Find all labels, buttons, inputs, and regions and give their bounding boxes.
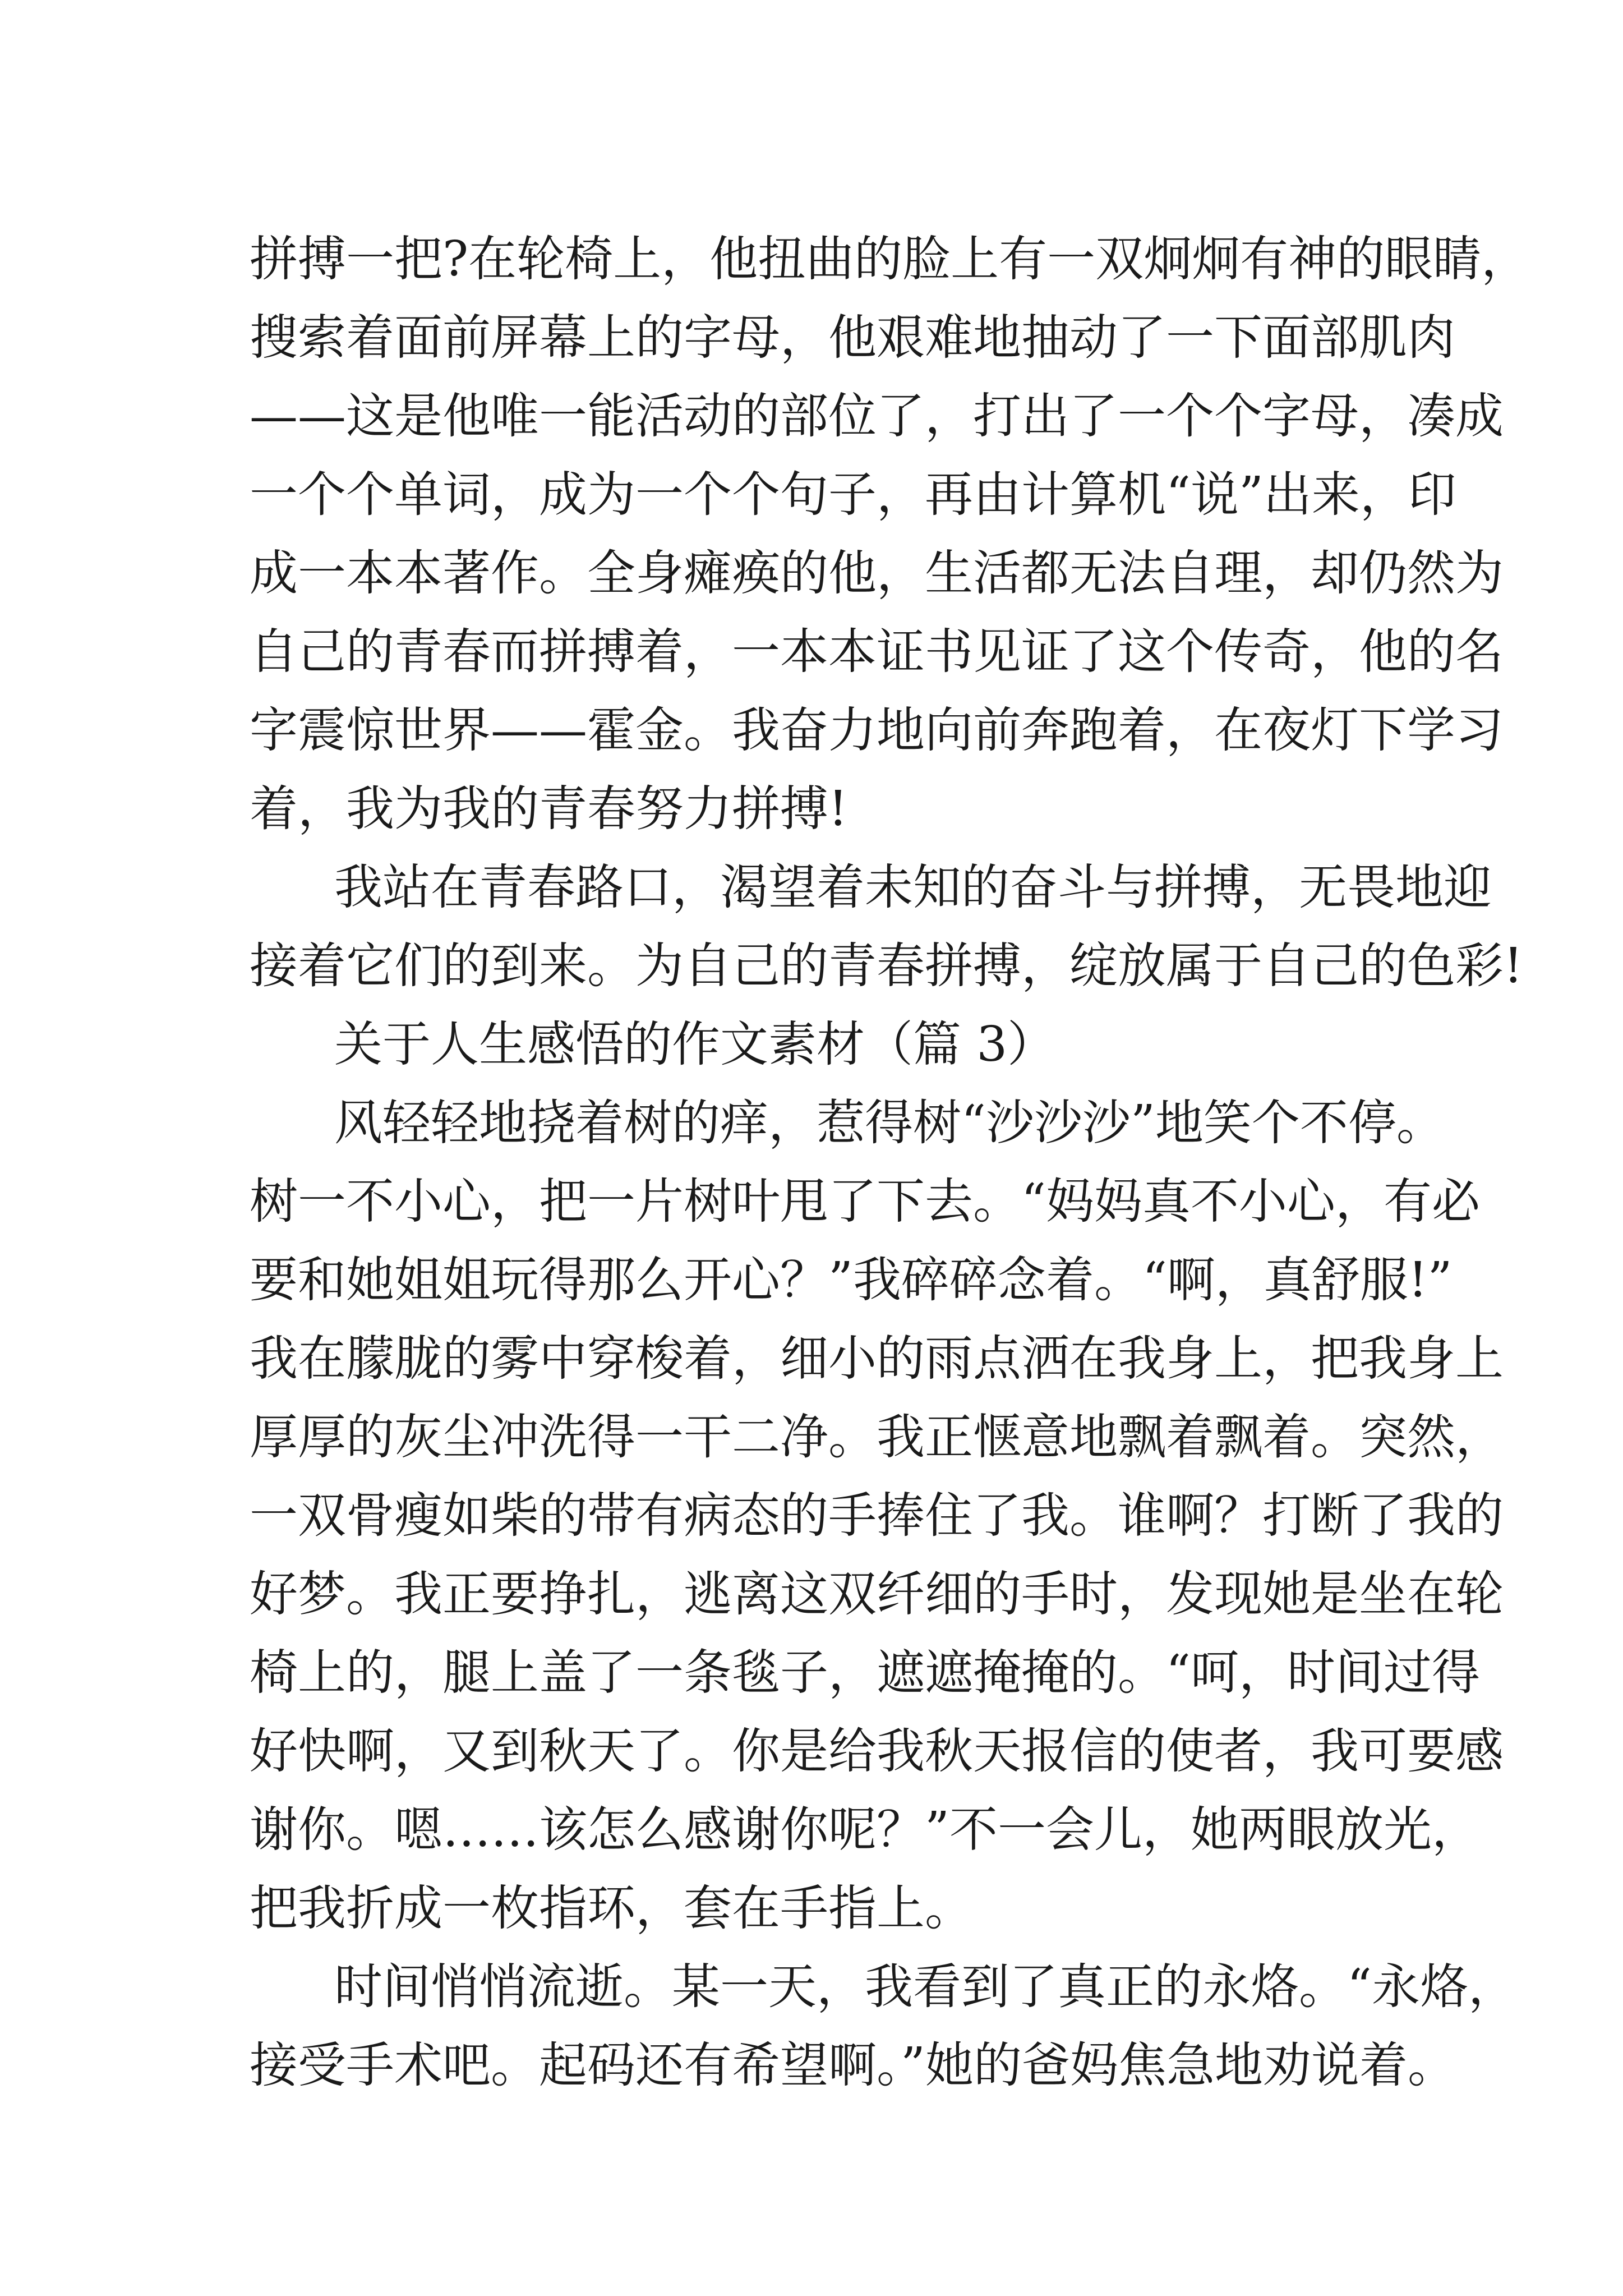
- section-heading: 关于人生感悟的作文素材（篇 3）: [334, 1016, 1056, 1073]
- paragraph-line: 我在朦胧的雾中穿梭着，细小的雨点洒在我身上，把我身上: [250, 1331, 1504, 1387]
- paragraph-line: 一个个单词，成为一个个句子，再由计算机“说”出来，印: [250, 467, 1456, 523]
- paragraph-line: 一双骨瘦如柴的带有病态的手捧住了我。谁啊？打断了我的: [250, 1488, 1504, 1544]
- paragraph-line: 树一不小心，把一片树叶甩了下去。“妈妈真不小心，有必: [250, 1174, 1480, 1230]
- paragraph-line: 我站在青春路口，渴望着未知的奋斗与拼搏，无畏地迎: [334, 859, 1492, 915]
- paragraph-line: 厚厚的灰尘冲洗得一干二净。我正惬意地飘着飘着。突然，: [250, 1409, 1504, 1465]
- paragraph-line: 接受手术吧。起码还有希望啊。”她的爸妈焦急地劝说着。: [250, 2037, 1456, 2093]
- paragraph-line: 把我折成一枚指环，套在手指上。: [250, 1880, 973, 1936]
- paragraph-line: 自己的青春而拼搏着，一本本证书见证了这个传奇，他的名: [250, 624, 1504, 680]
- paragraph-line: 好梦。我正要挣扎，逃离这双纤细的手时，发现她是坐在轮: [250, 1566, 1504, 1622]
- paragraph-line: 谢你。嗯……该怎么感谢你呢？”不一会儿，她两眼放光，: [250, 1802, 1480, 1858]
- paragraph-line: 成一本本著作。全身瘫痪的他，生活都无法自理，却仍然为: [250, 545, 1504, 601]
- paragraph-line: 风轻轻地挠着树的痒，惹得树“沙沙沙”地笑个不停。: [334, 1095, 1445, 1151]
- paragraph-line: 字震惊世界——霍金。我奋力地向前奔跑着，在夜灯下学习: [250, 702, 1504, 758]
- paragraph-line: 椅上的，腿上盖了一条毯子，遮遮掩掩的。“呵，时间过得: [250, 1645, 1480, 1701]
- paragraph-line: 好快啊，又到秋天了。你是给我秋天报信的使者，我可要感: [250, 1723, 1504, 1779]
- paragraph-line: 要和她姐姐玩得那么开心？”我碎碎念着。“啊，真舒服!”: [250, 1252, 1453, 1308]
- paragraph-line: 接着它们的到来。为自己的青春拼搏，绽放属于自己的色彩!: [250, 938, 1523, 994]
- paragraph-line: 时间悄悄流逝。某一天，我看到了真正的永烙。“永烙，: [334, 1959, 1516, 2015]
- paragraph-line: ——这是他唯一能活动的部位了，打出了一个个字母，凑成: [250, 388, 1504, 444]
- paragraph-line: 拼搏一把?在轮椅上，他扭曲的脸上有一双炯炯有神的眼睛，: [250, 231, 1530, 287]
- paragraph-line: 着，我为我的青春努力拼搏!: [250, 781, 848, 837]
- paragraph-line: 搜索着面前屏幕上的字母，他艰难地抽动了一下面部肌肉: [250, 310, 1455, 366]
